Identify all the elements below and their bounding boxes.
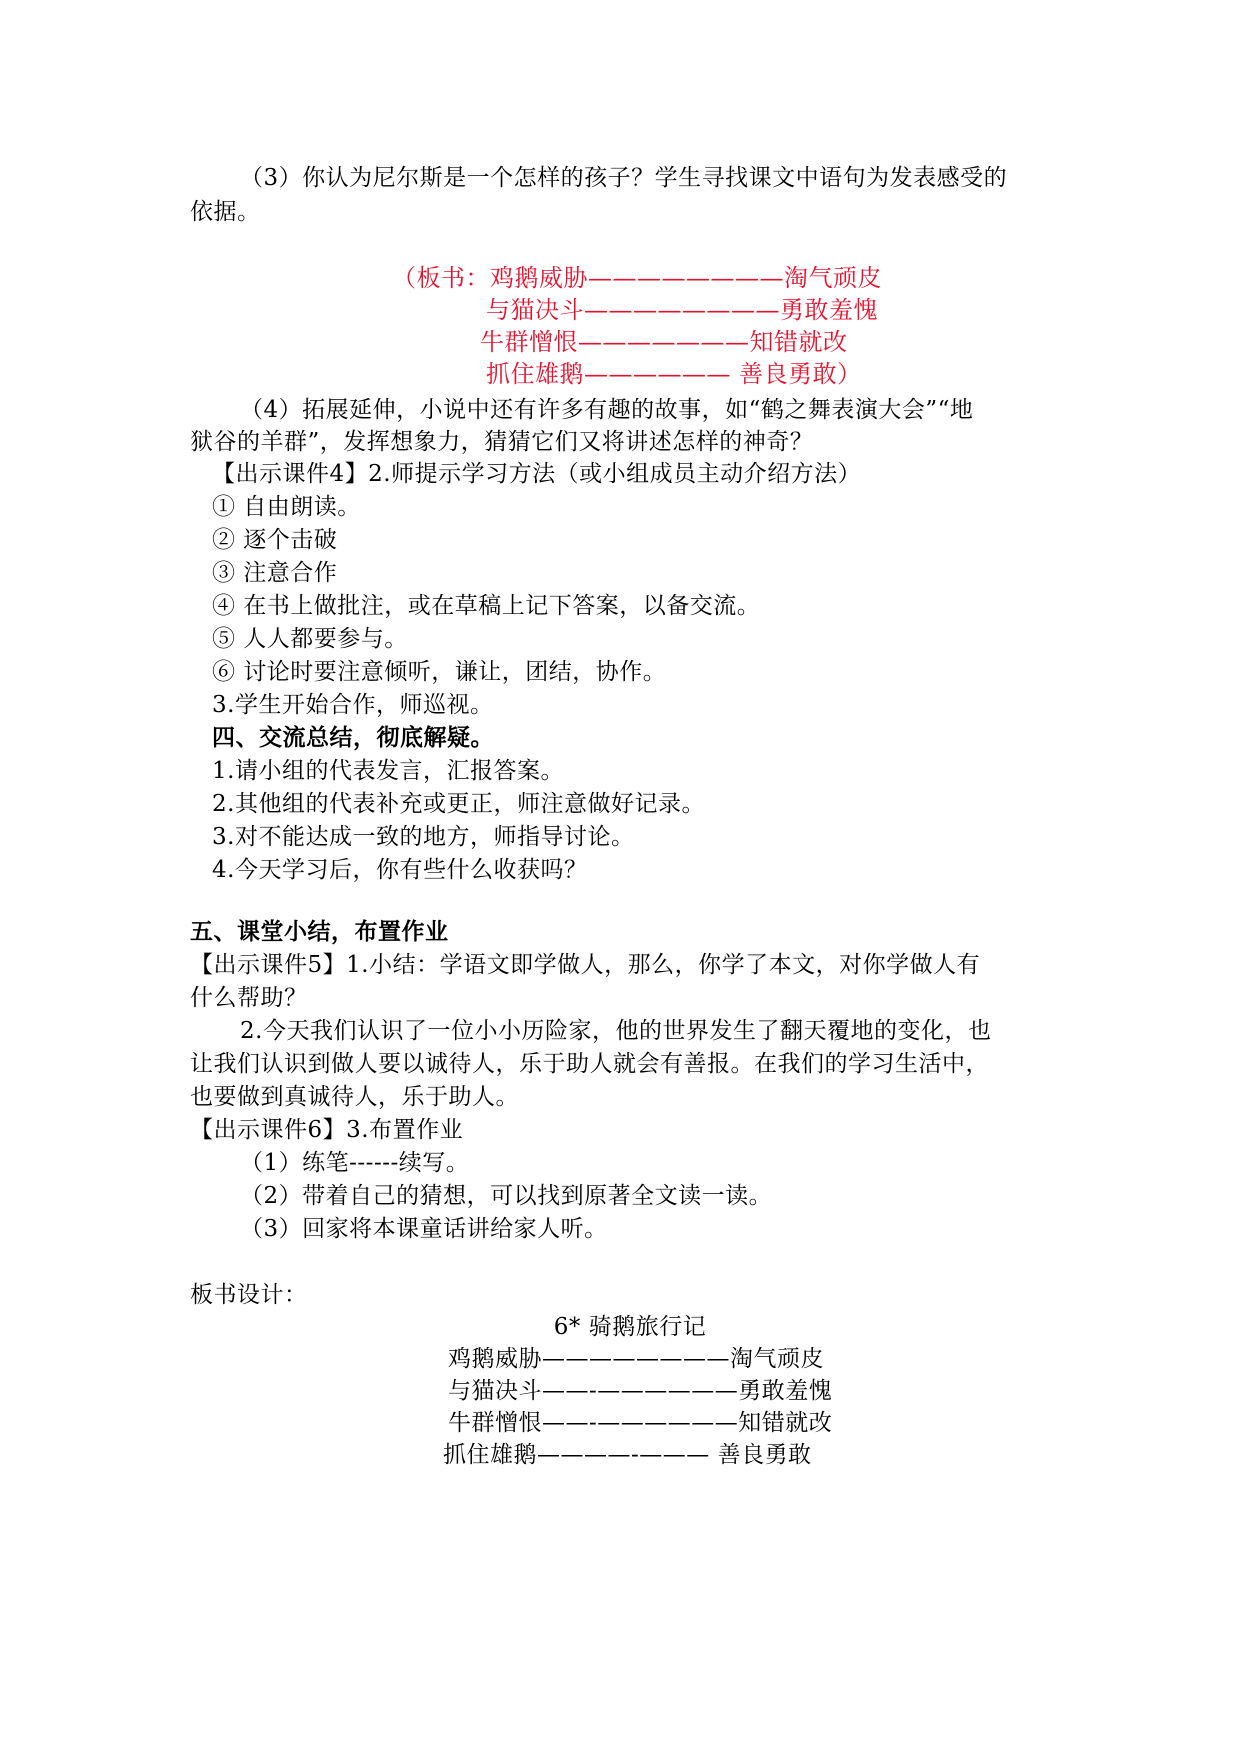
- board-design-row: 鸡鹅威胁————————淘气顽皮: [448, 1346, 824, 1372]
- section-5-heading: 五、课堂小结，布置作业: [190, 919, 449, 945]
- homework-item: （3）回家将本课童话讲给家人听。: [240, 1216, 608, 1242]
- board-design-row: 抓住雄鹅————-——— 善良勇敢: [443, 1442, 812, 1468]
- summary-line-2: 什么帮助？: [190, 985, 308, 1011]
- method-item: ⑥ 讨论时要注意倾听，谦让，团结，协作。: [212, 659, 667, 685]
- board-design-row: 与猫决斗——-——————勇敢羞愧: [448, 1378, 833, 1404]
- question-3-line-2: 依据。: [190, 199, 261, 225]
- question-4-line-1: （4）拓展延伸，小说中还有许多有趣的故事，如“鹤之舞表演大会”“地: [240, 397, 974, 423]
- board-design-label: 板书设计：: [190, 1282, 308, 1308]
- section-4-item: 2.其他组的代表补充或更正，师注意做好记录。: [212, 791, 705, 817]
- board-note-line-4: 抓住雄鹅—————— 善良勇敢）: [486, 360, 862, 388]
- section-4-item: 1.请小组的代表发言，汇报答案。: [212, 758, 564, 784]
- question-4-line-2: 狱谷的羊群”，发挥想象力，猜猜它们又将讲述怎样的神奇？: [190, 429, 814, 455]
- board-note-line-1: （板书：鸡鹅威胁————————淘气顽皮: [392, 264, 882, 292]
- courseware-4: 【出示课件4】2.师提示学习方法（或小组成员主动介绍方法）: [212, 461, 862, 487]
- homework-item: （2）带着自己的猜想，可以找到原著全文读一读。: [240, 1183, 773, 1209]
- paragraph-2-line-1: 2.今天我们认识了一位小小历险家，他的世界发生了翻天覆地的变化，也: [240, 1018, 992, 1044]
- method-item: ② 逐个击破: [212, 527, 338, 553]
- board-design-row: 牛群憎恨——-——————知错就改: [448, 1410, 833, 1436]
- courseware-6: 【出示课件6】3.布置作业: [190, 1117, 464, 1143]
- question-3-line-1: （3）你认为尼尔斯是一个怎样的孩子？学生寻找课文中语句为发表感受的: [240, 165, 1008, 191]
- board-note-line-3: 牛群憎恨———————知错就改: [480, 328, 848, 356]
- section-4-heading: 四、交流总结，彻底解疑。: [212, 725, 494, 751]
- method-item: ④ 在书上做批注，或在草稿上记下答案，以备交流。: [212, 593, 761, 619]
- board-design-title: 6* 骑鹅旅行记: [553, 1314, 707, 1340]
- method-item: ⑤ 人人都要参与。: [212, 626, 408, 652]
- board-note-line-2: 与猫决斗————————勇敢羞愧: [486, 296, 878, 324]
- section-4-item: 4.今天学习后，你有些什么收获吗？: [212, 857, 588, 883]
- summary-line-1: 【出示课件5】1.小结：学语文即学做人，那么，你学了本文，对你学做人有: [190, 952, 981, 978]
- homework-item: （1）练笔------续写。: [240, 1150, 470, 1176]
- method-item: ③ 注意合作: [212, 560, 338, 586]
- method-item: ① 自由朗读。: [212, 494, 361, 520]
- method-item: 3.学生开始合作，师巡视。: [212, 692, 494, 718]
- paragraph-2-line-2: 让我们认识到做人要以诚待人，乐于助人就会有善报。在我们的学习生活中，: [190, 1051, 989, 1077]
- paragraph-2-line-3: 也要做到真诚待人，乐于助人。: [190, 1084, 519, 1110]
- section-4-item: 3.对不能达成一致的地方，师指导讨论。: [212, 824, 635, 850]
